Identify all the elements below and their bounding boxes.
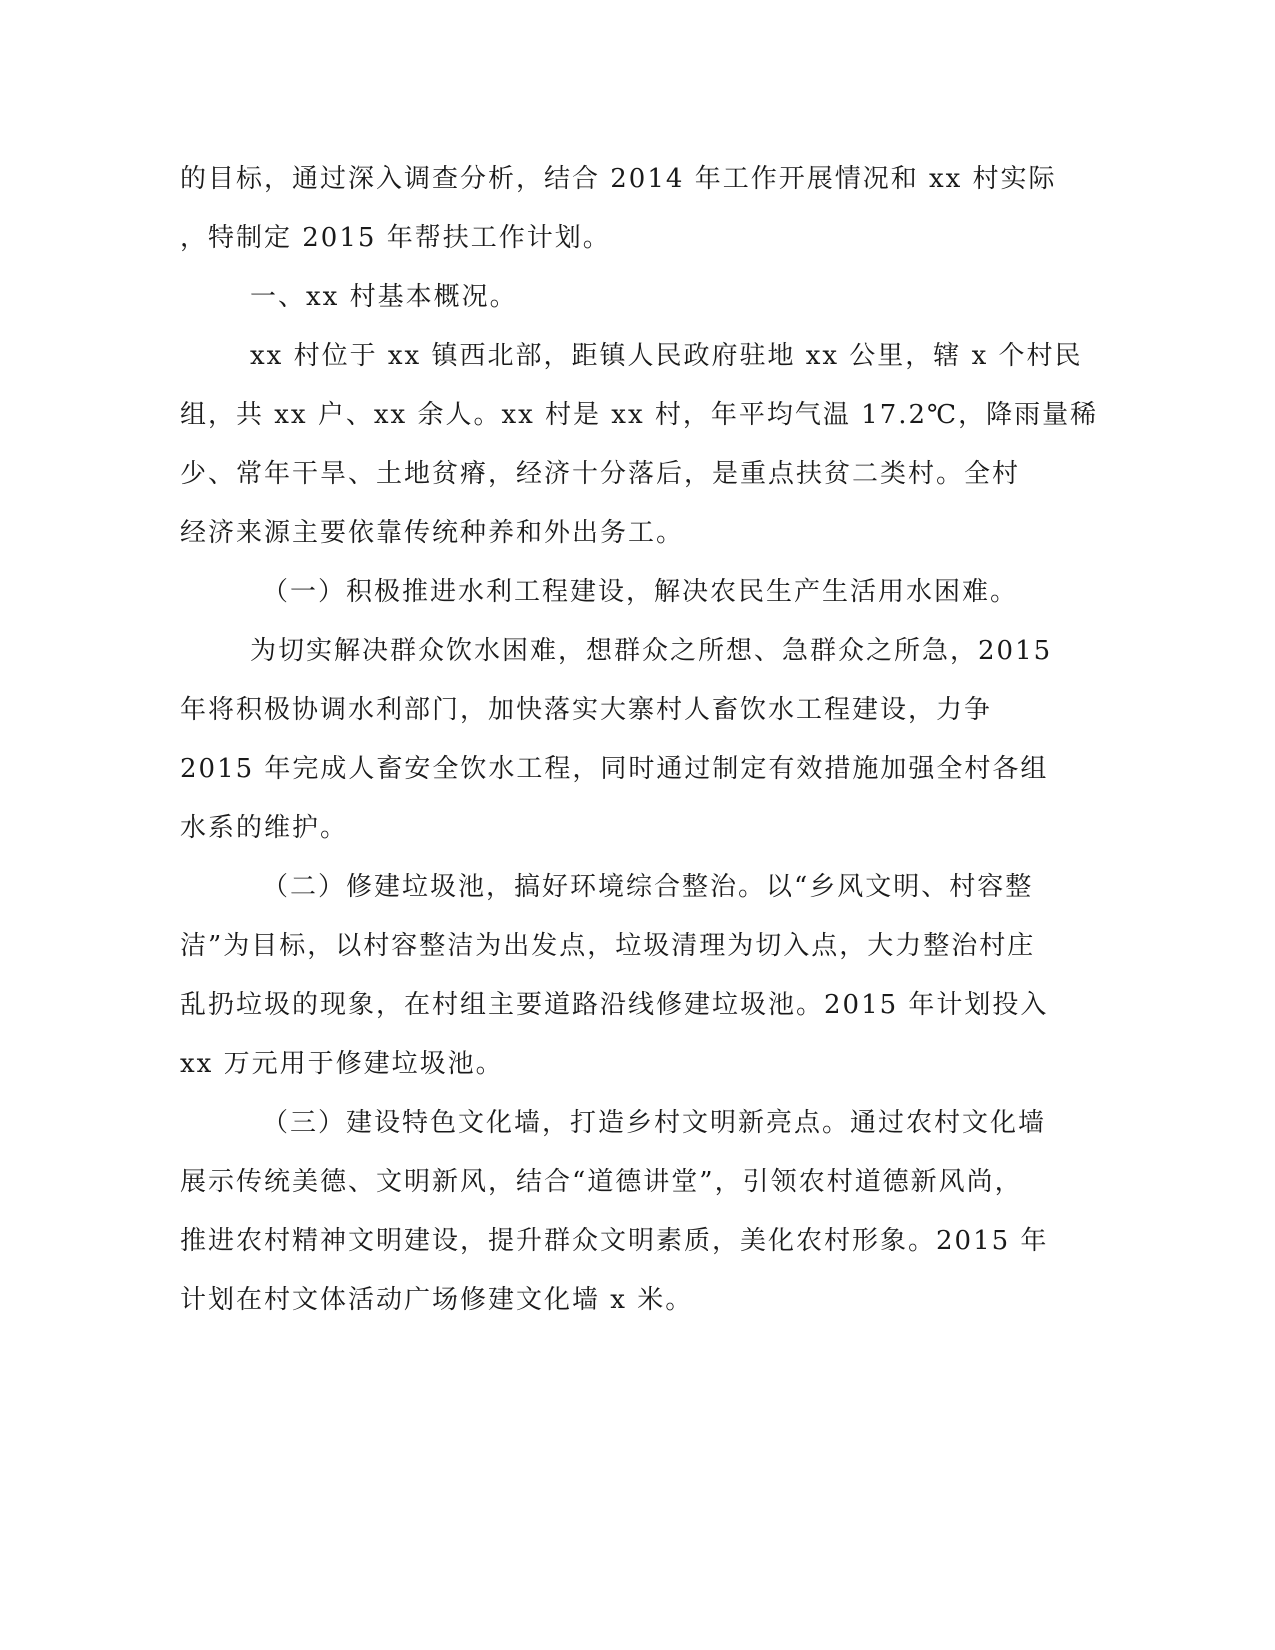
text-line: （二）修建垃圾池，搞好环境综合整治。以“乡风文明、村容整 [262,872,1034,902]
section-heading: 一、xx 村基本概况。 [250,282,518,312]
text-line: 少、常年干旱、土地贫瘠，经济十分落后，是重点扶贫二类村。全村 [180,459,1021,489]
text-line: 的目标，通过深入调查分析，结合 2014 年工作开展情况和 xx 村实际 [180,164,1057,194]
text-line: ，特制定 2015 年帮扶工作计划。 [180,223,611,253]
text-line: 推进农村精神文明建设，提升群众文明素质，美化农村形象。2015 年 [180,1226,1049,1256]
text-line: 乱扔垃圾的现象，在村组主要道路沿线修建垃圾池。2015 年计划投入 [180,990,1049,1020]
text-line: 洁”为目标，以村容整洁为出发点，垃圾清理为切入点，大力整治村庄 [180,931,1036,961]
text-line: 年将积极协调水利部门，加快落实大寨村人畜饮水工程建设，力争 [180,695,993,725]
subsection-heading: （一）积极推进水利工程建设，解决农民生产生活用水困难。 [262,577,1019,607]
text-line: 为切实解决群众饮水困难，想群众之所想、急群众之所急，2015 [250,636,1053,666]
text-line: xx 万元用于修建垃圾池。 [180,1049,504,1079]
text-line: （三）建设特色文化墙，打造乡村文明新亮点。通过农村文化墙 [262,1108,1047,1138]
text-line: 展示传统美德、文明新风，结合“道德讲堂”，引领农村道德新风尚， [180,1167,1023,1197]
text-line: 组，共 xx 户、xx 余人。xx 村是 xx 村，年平均气温 17.2℃，降雨量稀 [180,400,1099,430]
text-line: xx 村位于 xx 镇西北部，距镇人民政府驻地 xx 公里，辖 x 个村民 [250,341,1083,371]
text-line: 计划在村文体活动广场修建文化墙 x 米。 [180,1285,694,1315]
text-line: 2015 年完成人畜安全饮水工程，同时通过制定有效措施加强全村各组 [180,754,1049,784]
text-line: 水系的维护。 [180,813,349,843]
document-body [180,150,1099,1330]
text-line: 经济来源主要依靠传统种养和外出务工。 [180,518,685,548]
